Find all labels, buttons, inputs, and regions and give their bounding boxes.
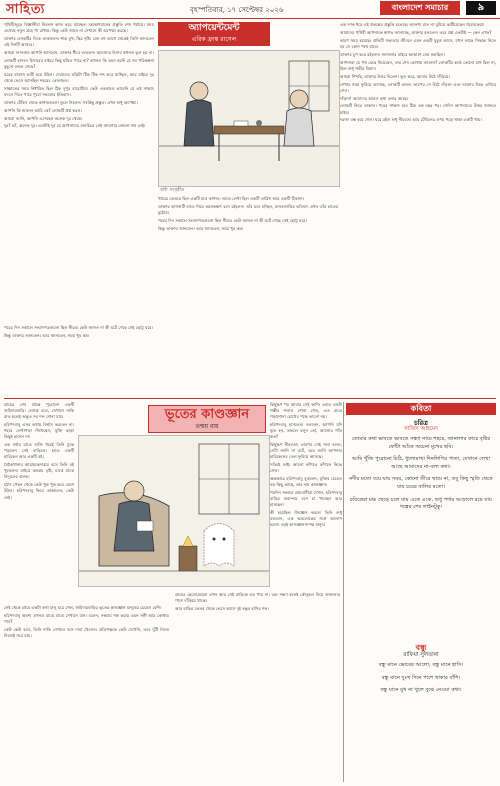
story2-author: তন্ময় রায় — [195, 423, 219, 430]
paragraph: কী হয়েছিল জিজ্ঞেস করলে তিনি শুধু বললেন, এক ভদ্রলোকের সঙ্গে আলাপ হলো। বড়ই কাণ্ডজ্ঞানসম্পন্ন মানুষ। — [270, 510, 342, 528]
paragraph: আর বাড়ির ভেতর থেকে ভেসে আসে দুই বন্ধুর হাসির শব্দ। — [175, 605, 269, 611]
paragraph: দাঁড়ান! আমাদের আরও কথা বলার আছে। — [340, 95, 409, 101]
paragraph: বন্ধু মানে দুঃখ দিনে পাশে থাকার বাঁশি। — [381, 674, 461, 681]
paragraph: তোমার কথা ভাবতে ভাবতে সন্ধ্যা নামে শহরে, জানালার কাচে বৃষ্টির ফোঁটা আঁকে অচেনা মুখের ছবি। — [351, 436, 491, 450]
story1-title: অ্যাপয়েন্টমেন্ট — [188, 23, 240, 33]
story1-column-middle — [158, 196, 338, 391]
paragraph: নদীর মতো বয়ে যায় সময়, কোনো তীরে থামে না, তবু কিছু স্মৃতি থেকে যায় চরের বালির মতো। — [349, 476, 493, 490]
paragraph: আমি খুঁজি পুরোনো চিঠি, ধুলোমাখা দিনলিপির পাতা, যেখানে লেখা আছে আমাদের না-বলা কথা। — [351, 456, 491, 470]
paragraph: এক দশক ধরে এই প্রকল্পের প্রস্তুতি চলেছে। অসংখ্য রাত না ঘুমিয়ে কাটিয়েছেন গবেষকেরা। — [340, 22, 485, 27]
paragraph: কিছুক্ষণ নীরবতা। তারপর সেই গলা বলল, সেটা জানি না বটে, তবে জানি আপনার হারিকেনের তেল ফুরিয়ে আসছে। — [270, 442, 342, 460]
paragraph: দূর? হ্যাঁ, অনেক দূর। এতটাই দূর যে আপনাদের মানচিত্রে সেই জায়গার কোনো নাম নেই। — [4, 123, 146, 129]
poem2-body — [348, 662, 494, 782]
paragraph: আমরা শিখছি, ডাক্তার উত্তর দিলেন। ভুল করে, আবার উঠে দাঁড়িয়ে। — [340, 73, 450, 79]
paragraph: ডাক্তার চুপ করে রইলেন। জানালার বাইরে আকাশে মেঘ জমছিল। — [340, 51, 445, 57]
paragraph: ঘরের বাতাস ভারী হয়ে উঠল। দেয়ালের ঘড়িটা টিক টিক শব্দ করে যাচ্ছিল, আর বাইরে দূর থেকে ভেসে আসছিল শহরের কোলাহল। — [4, 71, 154, 83]
paragraph: হরিপদবাবু অবশ্য এখনও মাঝে মাঝে সেখানে যান। বলেন, সন্ধ্যায় গল্প করার এমন সঙ্গী আর কোথায় পাব? — [4, 612, 169, 624]
paragraph: গ্রামের শেষ প্রান্তে পুরোনো একটি জমিদারবাড়ি। লোকে বলে, সেখানে নাকি রাত হলেই অদ্ভুত সব শব্দ শোনা যায়। — [4, 402, 74, 420]
section-divider — [4, 398, 496, 399]
paragraph: গ্রামের ছেলেমেয়েরা এখন আর সেই বাড়িকে ভয় পায় না। বরং সন্ধ্যা হলেই কৌতূহল নিয়ে জানালার পাশে দাঁড়িয়ে থাকে। — [175, 592, 340, 604]
story1-title-banner — [158, 22, 270, 46]
paragraph: বন্ধু মানে ভোরের আলো, বন্ধু মানে হাসি। — [378, 662, 464, 668]
paragraph: দরজা বন্ধ হয়ে গেল। ঘরে রইল শুধু নীরবতা আর টেবিলের ওপর পড়ে থাকা একটি খাম। — [340, 117, 482, 123]
paragraph: ডাক্তার লোকটির দিকে তাকালেন। শান্ত মুখ, স্থির দৃষ্টি। যেন বহু আগে থেকেই তিনি জানতেন এই দিনটি আসবে। — [4, 35, 154, 48]
paragraph: কারণ সময় হয়েছে। প্রতিটি সভ্যতার জীবনে এমন একটি মুহূর্ত আসে, যখন তাকে সিদ্ধান্ত নিতে হয় সে কোন পথে যাবে। — [340, 37, 496, 49]
paragraph: বৈঠকখানার আরামকেদারায় বসে তিনি বই খুললেন। বাইরে ঝমঝম বৃষ্টি, মাঝে মাঝে বিদ্যুতের ঝলক। — [4, 462, 74, 480]
paragraph: আমরা জানি, আপনি এসেছেন অনেক দূর থেকে। — [4, 115, 83, 121]
story1-col-left-bottom-text — [4, 325, 154, 339]
poem1-body — [348, 436, 494, 636]
story1-col-mid-text — [158, 196, 338, 216]
poem1-stanzas — [348, 436, 494, 512]
story2-col-right-text — [270, 402, 342, 460]
paragraph: কিছুক্ষণ পর আবার সেই কাশি। এবার একটা গম্ভীর গলাও শোনা গেল, এত রাতে পড়াশোনা চোখের পক্ষে ভালো নয়। — [270, 402, 342, 420]
paragraph: সেই থেকে গ্রামে একটা কথা চালু হয়ে গেল, জমিদারবাড়ির ভূতের কাণ্ডজ্ঞান মানুষের চেয়েও বেশি। — [4, 605, 162, 610]
paragraph: এক বর্ষার রাতে বাজি ধরেই তিনি ঢুকে পড়লেন সেই বাড়িতে। হাতে একটি হারিকেন আর একটি বই। — [4, 442, 74, 460]
poem2-title: বন্ধু — [415, 643, 427, 652]
paragraph: চরিত্রেরা মঞ্চ ছেড়ে চলে যায় একে একে, শুধু পর্দার আড়ালে রয়ে যায় গল্পের শেষ লাইনটুকু। — [350, 496, 492, 511]
story2-illustration — [78, 435, 270, 587]
paragraph: আপনারা যে পথ বেছে নিয়েছেন, তার শেষ কোথায় জানেন? লোকটির কণ্ঠে কোনো রাগ ছিল না, ছিল শুধু গভীর বিষাদ। — [340, 59, 496, 71]
poem1-title: চরিত্র — [414, 419, 428, 427]
man-in-armchair-with-ghost-illustration — [79, 436, 269, 586]
paragraph: পরদিন সকালে গ্রামবাসীরা দেখল, হরিপদবাবু বাড়ির বারান্দায় বসে চা খাচ্ছেন আর হাসছেন। — [270, 490, 342, 508]
poem-column-divider — [343, 402, 344, 782]
dateline: বৃহস্পতিবার, ১৭ সেপ্টেম্বর ২০২৬ — [190, 6, 284, 14]
story1-column-left-bottom — [4, 325, 154, 395]
story2-col-bottom1-text — [4, 605, 169, 639]
paragraph: লোকটি হাসল। হিসাবের বাইরে কিছু ঘটতে পারে না? কখনও কি এমন হয়নি যে সব পরিকল্পনা মুহূর্তে বদলে গেছে? — [4, 57, 154, 69]
paragraph: খামের ভেতরে ছিল একটি মাত্র কাগজ। তাতে লেখা ছিল একটি তারিখ আর একটি ঠিকানা। — [158, 196, 304, 201]
story1-illustration — [158, 50, 340, 187]
story2-col-bottom2-text — [175, 592, 340, 612]
two-men-at-desk-illustration — [159, 51, 339, 186]
story2-col-left-text — [4, 402, 74, 501]
story2-column-right — [270, 402, 342, 602]
poem2-author: রাফিয়া সুলতানা — [403, 652, 439, 658]
paragraph: কিন্তু ডাক্তার জানতেন। আর জানতেন, সময় খুব কম। — [4, 332, 90, 338]
paragraph: হরিপদবাবু এসব কথায় বিশ্বাস করতেন না। শহরে লেখাপড়া শিখেছেন, যুক্তি ছাড়া কিছুই মানেন না। — [4, 422, 74, 440]
story2-column-bottom-2 — [175, 592, 340, 782]
story2-column-bottom-1 — [4, 605, 169, 783]
paragraph: কেউ কেউ বলে, তিনি নাকি সেখানে বসে দাবা খেলেন। প্রতিপক্ষকে কেউ দেখেনি, তবে ঘুঁটি নিজে নিজেই সরে যায়। — [4, 626, 169, 638]
poem-section-banner: কবিতা — [346, 403, 496, 415]
story1-col-right-text — [340, 22, 496, 123]
paragraph: ডাক্তার কাগজটি হাতে নিয়ে অনেকক্ষণ বসে রইলেন। তাঁর মনে হচ্ছিল, মানবজাতির ভবিষ্যৎ এখন তাঁর হাতের মুঠোয়। — [158, 203, 338, 215]
paragraph: পরের দিন সকালে সংবাদপত্রগুলো ছিল নীরব। কেউ জানল না কী ঘটে গেছে সেই ছোট্ট ঘরে। — [4, 325, 153, 330]
poem2-stanzas — [348, 662, 494, 695]
story2-title-banner — [148, 405, 266, 433]
story1-author: এরিক ফ্রাঙ্ক রাসেল — [191, 36, 237, 43]
paragraph: হঠাৎ পেছন থেকে কেউ খুক খুক করে কেশে উঠল। হরিপদবাবু ফিরে তাকালেন, কেউ নেই। — [4, 482, 74, 500]
paragraph: শেখার সময় ফুরিয়ে আসছে, লোকটি বলল। তারপর সে উঠে দাঁড়াল এবং দরজার দিকে এগিয়ে গেল। — [340, 81, 496, 93]
story1-col-left-text — [4, 22, 154, 130]
masthead — [0, 0, 500, 19]
story1-caption: ছবি: সংগৃহীত — [160, 188, 184, 193]
paragraph: পৃথিবীজুড়ে বিজ্ঞানীরা নিরলস কাজ করে যাচ্ছেন। মহাকাশযানের প্রস্তুতি শেষ পর্যায়ে। সময় এসেছে নতুন গ্রহে পা রাখার। কিন্তু কেউ জানে না সেখানে কী অপেক্ষা করছে। — [4, 22, 154, 34]
paragraph: সত্যিই তাই। আলো কাঁপতে কাঁপতে নিভে গেল। — [270, 462, 342, 474]
page-number: ৯ — [466, 1, 496, 15]
paragraph: বন্ধু মানে মুখ না খুলে বুঝে নেওয়া কথা। — [380, 687, 462, 694]
paragraph: আপনি কি জানেন আমি কে? লোকটি প্রশ্ন করল। — [4, 107, 83, 113]
newspaper-logo: বাংলাদেশ সমাচার — [380, 1, 460, 15]
story2-column-left — [4, 402, 74, 602]
story1-column-right — [340, 22, 496, 392]
paragraph: লোকটি ফিরে তাকাল। পরের সাক্ষাৎ হবে ঠিক এক বছর পর। সেদিন আপনাদের উত্তর জানতে চাইব। — [340, 103, 496, 115]
story1-column-left — [4, 22, 154, 322]
paragraph: কিন্তু ডাক্তার জানতেন। আর জানতেন, সময় খুব কম। — [158, 225, 244, 231]
poem1-author: সাজিদ আহমেদ — [404, 426, 438, 432]
paragraph: ডাক্তার টেবিল থেকে কাগজগুলো তুলে নিলেন। সবকিছু প্রস্তুত। এখন শুধু অপেক্ষা। — [4, 99, 138, 105]
paragraph: হরিপদবাবু হাসলেন। বললেন, আপনি যদি ভূত হন, তাহলে বলুন তো, আলোর গতি কত? — [270, 422, 342, 440]
story1-col-mid-text-2 — [158, 218, 338, 232]
paragraph: আমাদের পৃথিবী আপনাকে স্বাগত জানাচ্ছে, ডাক্তার বললেন। তবে প্রশ্ন একটাই — কেন এখন? — [340, 29, 492, 35]
story2-title: ভূতের কাণ্ডজ্ঞান — [164, 407, 250, 422]
section-title: সাহিত্য — [6, 2, 46, 17]
paragraph: অন্ধকারে হরিপদবাবু বুঝলেন, যুক্তির চেয়েও বড় কিছু আছে, তার নাম কাণ্ডজ্ঞান। — [270, 476, 342, 488]
paragraph: পরের দিন সকালে সংবাদপত্রগুলো ছিল নীরব। কেউ জানল না কী ঘটে গেছে সেই ছোট্ট ঘরে। — [158, 217, 307, 223]
paragraph: আমরা জানতাম আপনি আসবেন, ডাক্তার ধীরে বললেন। আমাদের হিসাব কখনও ভুল হয় না। — [4, 49, 154, 55]
story2-col-right-text-2 — [270, 462, 342, 528]
paragraph: সাক্ষাতের সময় নির্ধারিত ছিল ঠিক দুপুর বারোটায়। কেউ একবারও ভাবেনি যে এই সাক্ষাৎ বদলে দিতে পারে পুরো সভ্যতার ইতিহাস। — [4, 85, 154, 97]
